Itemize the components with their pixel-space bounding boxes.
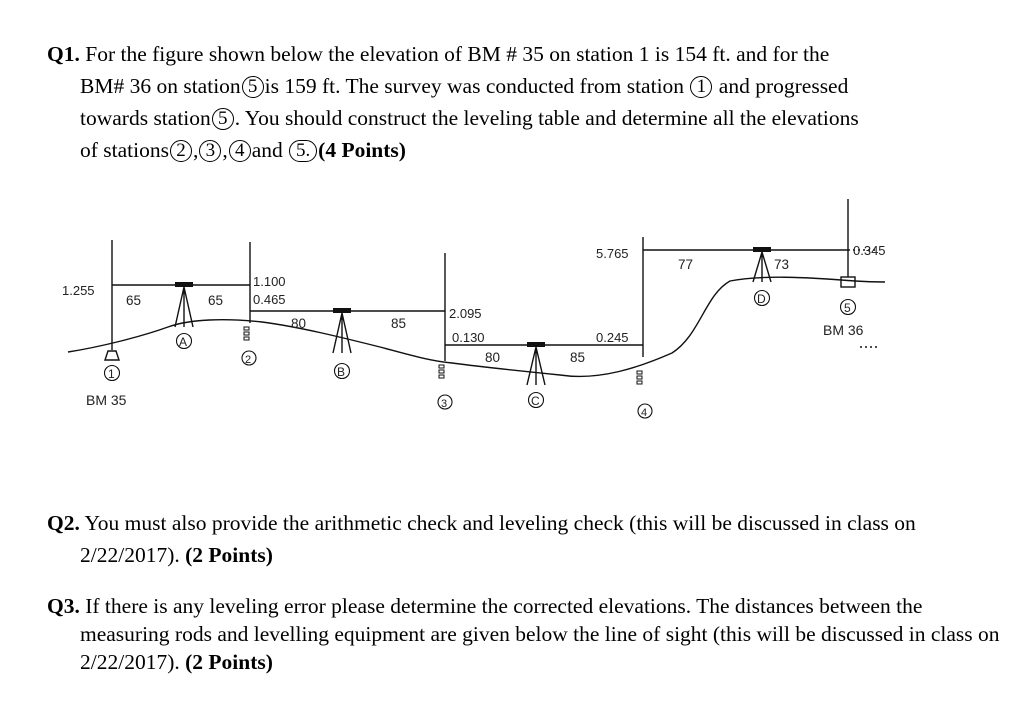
rod-mark-2b bbox=[244, 332, 249, 335]
bm36-box bbox=[841, 277, 855, 287]
q1-text-4: and progressed bbox=[718, 74, 849, 98]
q2-text: You must also provide the arithmetic check and leveling check (this will be discussed in class on 2/22/2017). bbox=[80, 511, 916, 567]
q1-sep-1: , bbox=[192, 138, 199, 162]
q1-text-8: and bbox=[251, 138, 283, 162]
reading-bs-station-2: 0.465 bbox=[253, 292, 286, 307]
instrument-a-label: A bbox=[179, 335, 188, 349]
distance-1: 65 bbox=[126, 293, 142, 308]
q1-text-1: For the figure shown below the elevation of BM # 35 on station 1 is 154 ft. and for the bbox=[85, 42, 830, 66]
distance-8: 73 bbox=[774, 257, 790, 272]
circled-station-5c: 5. bbox=[289, 140, 317, 162]
q3-text: If there is any leveling error please determine the corrected elevations. The distances between the measuring rods and levelling equipment are given below the line of sight (this will be discussed in class on 2/22/2017). bbox=[80, 594, 1000, 674]
tripod-a-icon bbox=[175, 282, 193, 327]
rod-mark-3a bbox=[439, 365, 444, 368]
bm35-base bbox=[105, 351, 119, 360]
leveling-profile-figure bbox=[0, 185, 1024, 435]
station-1-label: 1 bbox=[108, 367, 115, 381]
question-2 bbox=[47, 507, 997, 571]
bm35-label: BM 35 bbox=[86, 392, 127, 408]
question-3 bbox=[47, 592, 1000, 676]
circled-station-1: 1 bbox=[690, 76, 712, 98]
tripod-d-icon bbox=[753, 247, 771, 282]
instrument-d-label: D bbox=[757, 292, 766, 306]
rod-mark-3b bbox=[439, 370, 444, 373]
q3-paragraph bbox=[47, 592, 1015, 676]
q1-text-7: of stations bbox=[80, 138, 169, 162]
q2-label: Q2. bbox=[47, 511, 80, 535]
station-5-label: 5 bbox=[844, 301, 851, 315]
rod-mark-3c bbox=[439, 375, 444, 378]
station-4-label: 4 bbox=[641, 407, 648, 419]
bm36-label: BM 36 bbox=[823, 322, 864, 338]
q3-label: Q3. bbox=[47, 594, 80, 618]
distance-6: 85 bbox=[570, 350, 586, 365]
circled-station-5b: 5 bbox=[212, 108, 234, 130]
q1-text-3: is 159 ft. The survey was conducted from station bbox=[264, 74, 685, 98]
station-2-label: 2 bbox=[245, 354, 252, 366]
distance-7: 77 bbox=[678, 257, 694, 272]
reading-fs-station-3: 2.095 bbox=[449, 306, 482, 321]
q1-text-2: BM# 36 on station bbox=[80, 74, 241, 98]
q1-line-4 bbox=[47, 134, 997, 166]
rod-mark-4c bbox=[637, 381, 642, 384]
q3-points: (2 Points) bbox=[185, 650, 273, 674]
distance-4: 85 bbox=[391, 316, 407, 331]
q1-text-5: towards station bbox=[80, 106, 211, 130]
distance-5: 80 bbox=[485, 350, 501, 365]
reading-fs-station-4: 0.245 bbox=[596, 330, 629, 345]
q1-line-1 bbox=[47, 38, 997, 70]
circled-station-5: 5 bbox=[242, 76, 264, 98]
q2-paragraph bbox=[47, 507, 995, 571]
reading-bs-station-4: 5.765 bbox=[596, 246, 629, 261]
reading-fs-station-5: 0.345 bbox=[853, 243, 886, 258]
q1-label: Q1. bbox=[47, 42, 80, 66]
tripod-c-icon bbox=[527, 342, 545, 385]
rod-mark-4a bbox=[637, 371, 642, 374]
circled-station-3: 3 bbox=[199, 140, 221, 162]
tripod-b-icon bbox=[333, 308, 351, 353]
q2-points: (2 Points) bbox=[185, 543, 273, 567]
distance-2: 65 bbox=[208, 293, 224, 308]
rod-mark-2a bbox=[244, 327, 249, 330]
reading-bs-station-3: 0.130 bbox=[452, 330, 485, 345]
question-1 bbox=[47, 38, 997, 166]
reading-fs-station-2: 1.100 bbox=[253, 274, 286, 289]
circled-station-2: 2 bbox=[170, 140, 192, 162]
circled-station-4: 4 bbox=[229, 140, 251, 162]
instrument-b-label: B bbox=[337, 365, 346, 379]
rod-mark-4b bbox=[637, 376, 642, 379]
rod-mark-2c bbox=[244, 337, 249, 340]
reading-bs-station-1: 1.255 bbox=[62, 283, 95, 298]
q1-points: (4 Points) bbox=[318, 138, 406, 162]
station-3-label: 3 bbox=[441, 398, 448, 410]
q1-sep-2: , bbox=[222, 138, 228, 162]
q1-text-6: . You should construct the leveling table and determine all the elevations bbox=[234, 106, 859, 130]
instrument-c-label: C bbox=[531, 394, 540, 408]
distance-3: 80 bbox=[291, 316, 307, 331]
q1-line-2 bbox=[47, 70, 997, 102]
q1-line-3 bbox=[47, 102, 997, 134]
